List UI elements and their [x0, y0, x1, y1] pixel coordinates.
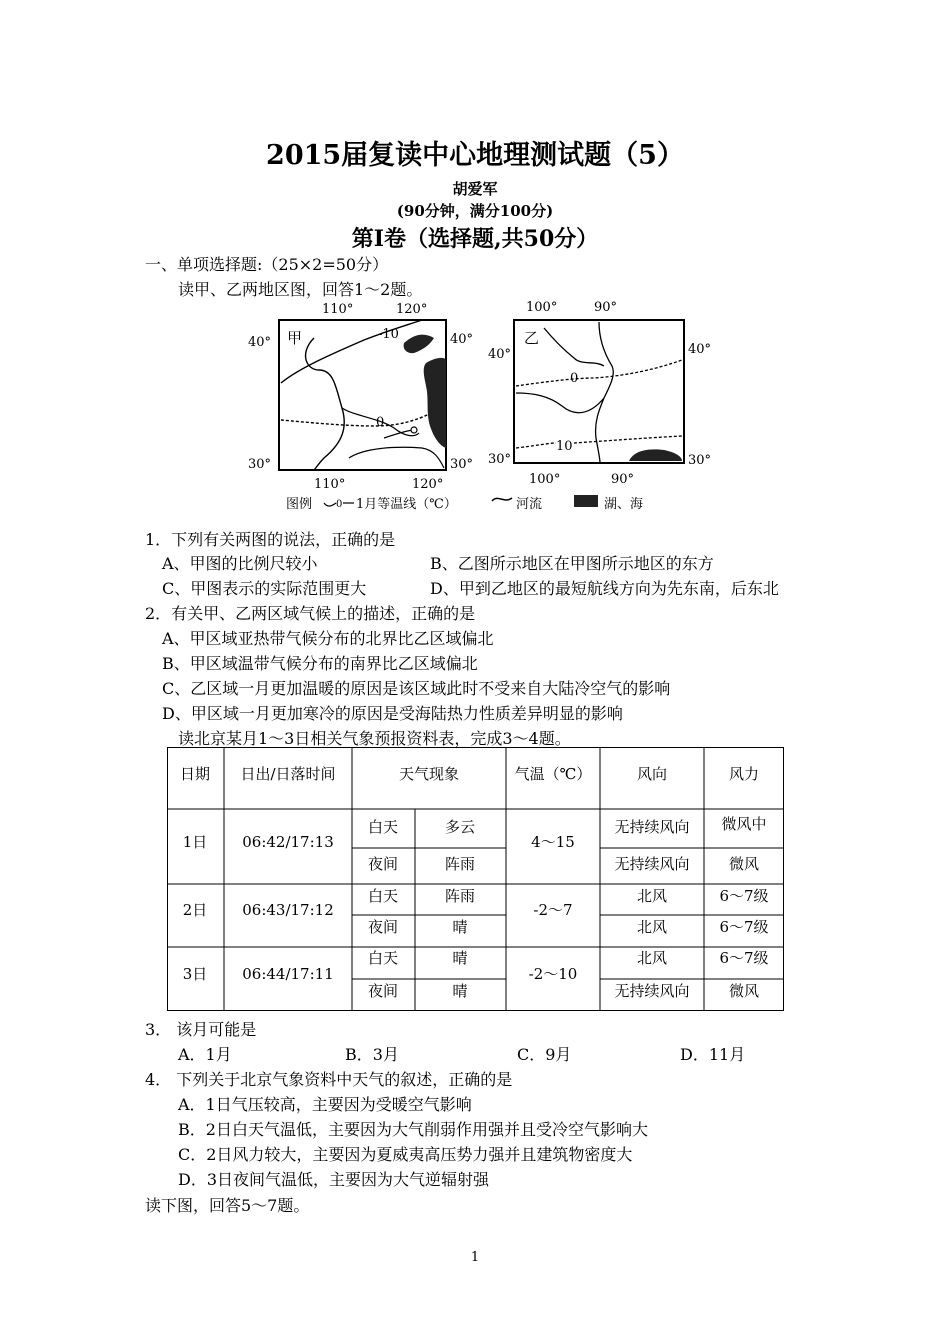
map-jia-label: 甲 [287, 329, 303, 347]
cell-temp: -2～7 [533, 901, 573, 919]
table-intro: 读北京某月1～3日相关气象预报资料表，完成3～4题。 [178, 729, 571, 748]
th-date: 日期 [179, 765, 211, 783]
cell-sun: 06:42/17:13 [242, 833, 334, 851]
q2-option-c: C、乙区域一月更加温暖的原因是该区域此时不受来自大陆冷空气的影响 [162, 679, 671, 698]
q2-stem: 2．有关甲、乙两区域气候上的描述，正确的是 [145, 604, 476, 623]
cell-wind-dir: 无持续风向 [614, 855, 690, 873]
cell-temp: 4～15 [531, 833, 575, 851]
cell-wind-dir: 无持续风向 [614, 818, 690, 836]
map-jia-top-lon-1: 110° [322, 302, 354, 317]
q3-option-b: B．3月 [345, 1045, 399, 1064]
map-jia-iso-2: 0 [376, 415, 385, 430]
cell-date: 3日 [182, 965, 208, 983]
cell-period: 夜间 [367, 982, 399, 1000]
q3-stem: 3． 该月可能是 [145, 1020, 257, 1039]
cell-wind-force: 6～7级 [719, 918, 769, 936]
map-yi-label: 乙 [524, 329, 540, 347]
legend-isotherm-icon [324, 503, 336, 506]
th-temp: 气温（℃） [514, 765, 592, 783]
map-yi-right-lat-1: 40° [688, 342, 712, 357]
q2-option-d: D、甲区域一月更加寒冷的原因是受海陆热力性质差异明显的影响 [162, 704, 623, 723]
th-sun: 日出/日落时间 [240, 765, 336, 783]
cell-weather: 晴 [452, 982, 468, 1000]
q2-option-a: A、甲区域亚热带气候分布的北界比乙区域偏北 [162, 629, 494, 648]
section-title: 第Ⅰ卷（选择题,共50分） [351, 226, 599, 252]
cell-wind-dir: 北风 [636, 918, 668, 936]
q2-option-b: B、甲区域温带气候分布的南界比乙区域偏北 [162, 654, 478, 673]
cell-temp: -2～10 [528, 965, 578, 983]
map-intro: 读甲、乙两地区图，回答1～2题。 [178, 280, 423, 299]
cell-sun: 06:44/17:11 [242, 965, 334, 983]
map-jia [248, 302, 473, 492]
map-legend [286, 495, 643, 512]
cell-date: 2日 [182, 901, 208, 919]
q4-option-b: B．2日白天气温低，主要因为大气削弱作用强并且受冷空气影响大 [178, 1120, 648, 1139]
page-title: 2015届复读中心地理测试题（5） [266, 140, 684, 171]
q1-option-c: C、甲图表示的实际范围更大 [162, 579, 367, 598]
cell-weather: 晴 [452, 918, 468, 936]
cell-period: 夜间 [367, 918, 399, 936]
th-weather: 天气现象 [398, 765, 460, 783]
figure-intro: 读下图，回答5～7题。 [145, 1196, 310, 1215]
legend-lake: 湖、海 [604, 497, 644, 512]
map-yi-iso-2: 10 [556, 439, 573, 454]
cell-wind-force: 6～7级 [719, 887, 769, 905]
th-wind-dir: 风向 [636, 765, 668, 783]
map-jia-top-lon-2: 120° [396, 302, 428, 317]
legend-isotherm: 1月等温线（℃） [356, 497, 457, 512]
map-jia-right-lat-1: 40° [450, 332, 474, 347]
cell-period: 白天 [367, 887, 399, 905]
q4-option-a: A．1日气压较高，主要因为受暖空气影响 [178, 1095, 472, 1114]
cell-date: 1日 [182, 833, 208, 851]
th-wind-force: 风力 [728, 765, 760, 783]
map-jia-bottom-lon-2: 120° [412, 477, 444, 492]
map-jia-left-lat-1: 40° [248, 335, 272, 350]
cell-wind-force: 微风 [728, 982, 760, 1000]
legend-river-icon [492, 498, 512, 501]
cell-weather: 多云 [444, 818, 476, 836]
q3-option-c: C．9月 [517, 1045, 572, 1064]
q1-option-a: A、甲图的比例尺较小 [162, 554, 318, 573]
map-yi-left-lat-1: 40° [488, 347, 512, 362]
cell-wind-dir: 无持续风向 [614, 982, 690, 1000]
weather-table [167, 747, 784, 1011]
cell-wind-force: 6～7级 [719, 949, 769, 967]
cell-weather: 阵雨 [444, 855, 476, 873]
map-yi-right-lat-2: 30° [688, 453, 712, 468]
map-yi-bottom-lon-2: 90° [611, 472, 635, 487]
map-yi-left-lat-2: 30° [488, 452, 512, 467]
author: 胡爱军 [452, 180, 498, 198]
cell-wind-force: 微风中 [721, 815, 767, 833]
map-jia-bottom-lon-1: 110° [314, 477, 346, 492]
cell-sun: 06:43/17:12 [242, 901, 334, 919]
page-number: 1 [470, 1250, 480, 1265]
q1-stem: 1．下列有关两图的说法，正确的是 [145, 530, 396, 549]
region-maps [244, 298, 714, 516]
map-yi-top-lon-2: 90° [594, 300, 618, 315]
map-jia-right-lat-2: 30° [450, 457, 474, 472]
cell-period: 白天 [367, 818, 399, 836]
q4-option-c: C．2日风力较大，主要因为夏威夷高压势力强并且建筑物密度大 [178, 1145, 633, 1164]
map-yi-bottom-lon-1: 100° [529, 472, 561, 487]
cell-period: 白天 [367, 949, 399, 967]
legend-lake-icon [574, 495, 598, 507]
map-yi-top-lon-1: 100° [526, 300, 558, 315]
part-heading: 一、单项选择题:（25×2=50分） [145, 255, 389, 274]
cell-weather: 晴 [452, 949, 468, 967]
legend-title: 图例 [286, 497, 313, 512]
q1-option-b: B、乙图所示地区在甲图所示地区的东方 [430, 554, 714, 573]
cell-wind-force: 微风 [728, 855, 760, 873]
legend-river: 河流 [516, 497, 543, 512]
q3-option-a: A．1月 [178, 1045, 232, 1064]
map-yi [488, 300, 711, 487]
cell-period: 夜间 [367, 855, 399, 873]
q4-stem: 4． 下列关于北京气象资料中天气的叙述，正确的是 [145, 1070, 513, 1089]
q4-option-d: D．3日夜间气温低，主要因为大气逆辐射强 [178, 1170, 490, 1189]
time-note: (90分钟，满分100分) [396, 202, 554, 220]
cell-weather: 阵雨 [444, 887, 476, 905]
legend-iso-sample: 0 [336, 499, 343, 510]
q1-option-d: D、甲到乙地区的最短航线方向为先东南，后东北 [430, 579, 779, 598]
cell-wind-dir: 北风 [636, 887, 668, 905]
map-jia-left-lat-2: 30° [248, 457, 272, 472]
map-jia-iso-1: -10 [378, 327, 399, 342]
map-yi-iso-1: 0 [570, 371, 579, 386]
q3-option-d: D．11月 [680, 1045, 746, 1064]
cell-wind-dir: 北风 [636, 949, 668, 967]
